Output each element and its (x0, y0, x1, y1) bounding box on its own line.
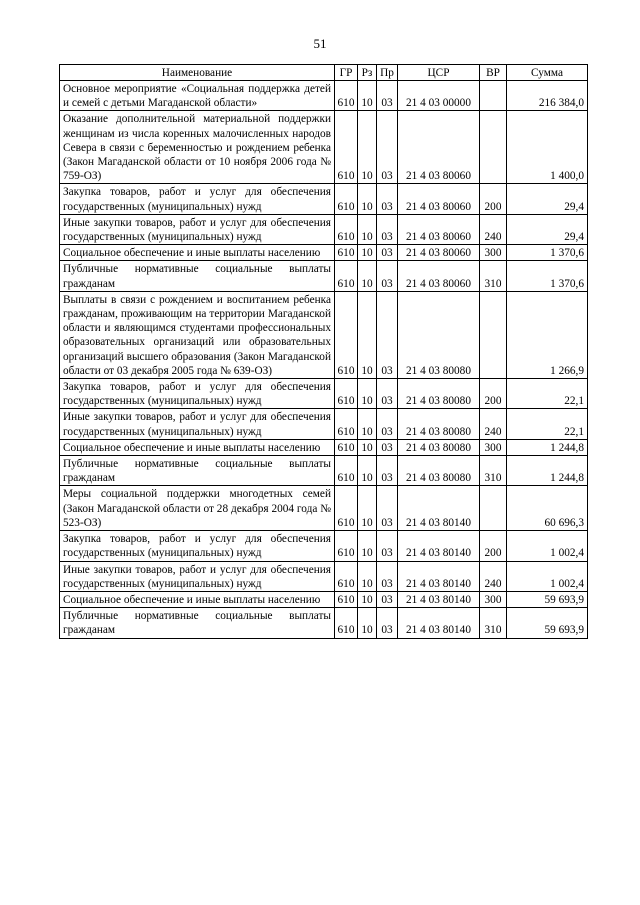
cell-sum: 1 244,8 (507, 456, 588, 486)
cell-name: Закупка товаров, работ и услуг для обеспечения государственных (муниципальных) нужд (60, 531, 335, 561)
cell-csr: 21 4 03 80080 (398, 456, 480, 486)
cell-vr: 240 (480, 214, 507, 244)
cell-vr: 300 (480, 439, 507, 455)
cell-pr: 03 (377, 81, 398, 111)
cell-csr: 21 4 03 80060 (398, 245, 480, 261)
cell-pr: 03 (377, 111, 398, 184)
table-row (60, 291, 588, 378)
cell-csr: 21 4 03 80060 (398, 184, 480, 214)
page-number: 51 (313, 36, 327, 51)
cell-rz: 10 (358, 561, 377, 591)
table-row (60, 591, 588, 607)
cell-name: Социальное обеспечение и иные выплаты населению (60, 591, 335, 607)
budget-table (59, 64, 588, 639)
cell-sum: 1 370,6 (507, 245, 588, 261)
cell-name: Публичные нормативные социальные выплаты гражданам (60, 608, 335, 638)
cell-rz: 10 (358, 409, 377, 439)
table-row (60, 531, 588, 561)
cell-sum: 60 696,3 (507, 486, 588, 531)
cell-name: Меры социальной поддержки многодетных семей (Закон Магаданской области от 28 декабря 2004 года № 523-ОЗ) (60, 486, 335, 531)
cell-gr: 610 (335, 608, 358, 638)
cell-pr: 03 (377, 591, 398, 607)
cell-gr: 610 (335, 439, 358, 455)
cell-csr: 21 4 03 80080 (398, 379, 480, 409)
cell-rz: 10 (358, 111, 377, 184)
cell-rz: 10 (358, 608, 377, 638)
cell-name: Иные закупки товаров, работ и услуг для обеспечения государственных (муниципальных) нужд (60, 214, 335, 244)
table-row (60, 81, 588, 111)
cell-gr: 610 (335, 291, 358, 378)
header-sum: Сумма (507, 65, 588, 81)
cell-gr: 610 (335, 214, 358, 244)
table-row (60, 214, 588, 244)
cell-gr: 610 (335, 409, 358, 439)
cell-rz: 10 (358, 379, 377, 409)
cell-csr: 21 4 03 00000 (398, 81, 480, 111)
cell-sum: 59 693,9 (507, 608, 588, 638)
table-header (60, 65, 588, 81)
cell-vr: 310 (480, 456, 507, 486)
cell-vr (480, 81, 507, 111)
cell-gr: 610 (335, 379, 358, 409)
cell-name: Иные закупки товаров, работ и услуг для обеспечения государственных (муниципальных) нужд (60, 561, 335, 591)
cell-sum: 1 002,4 (507, 531, 588, 561)
cell-csr: 21 4 03 80140 (398, 561, 480, 591)
cell-name: Иные закупки товаров, работ и услуг для обеспечения государственных (муниципальных) нужд (60, 409, 335, 439)
cell-sum: 29,4 (507, 184, 588, 214)
table-row (60, 561, 588, 591)
cell-sum: 1 002,4 (507, 561, 588, 591)
cell-vr: 310 (480, 261, 507, 291)
cell-sum: 59 693,9 (507, 591, 588, 607)
cell-vr: 300 (480, 591, 507, 607)
table-row (60, 486, 588, 531)
header-gr: ГР (335, 65, 358, 81)
table-row (60, 608, 588, 638)
cell-rz: 10 (358, 184, 377, 214)
table-row (60, 379, 588, 409)
cell-name: Основное мероприятие «Социальная поддержка детей и семей с детьми Магаданской области» (60, 81, 335, 111)
header-csr: ЦСР (398, 65, 480, 81)
cell-csr: 21 4 03 80060 (398, 214, 480, 244)
cell-vr: 240 (480, 561, 507, 591)
cell-vr (480, 291, 507, 378)
cell-sum: 29,4 (507, 214, 588, 244)
cell-gr: 610 (335, 184, 358, 214)
cell-csr: 21 4 03 80080 (398, 439, 480, 455)
cell-csr: 21 4 03 80140 (398, 486, 480, 531)
header-pr: Пр (377, 65, 398, 81)
cell-rz: 10 (358, 81, 377, 111)
table-row (60, 184, 588, 214)
cell-pr: 03 (377, 379, 398, 409)
cell-name: Выплаты в связи с рождением и воспитанием ребенка гражданам, проживающим на территории Магаданской области и являющимся студентами профессиональных образовательных организаций или образовательных организаций высшего образования (Закон Магаданской области от 03 декабря 2005 года № 639-ОЗ) (60, 291, 335, 378)
cell-pr: 03 (377, 184, 398, 214)
cell-vr: 200 (480, 531, 507, 561)
cell-name: Социальное обеспечение и иные выплаты населению (60, 439, 335, 455)
cell-vr: 300 (480, 245, 507, 261)
cell-sum: 1 400,0 (507, 111, 588, 184)
cell-csr: 21 4 03 80140 (398, 591, 480, 607)
cell-sum: 1 370,6 (507, 261, 588, 291)
cell-gr: 610 (335, 456, 358, 486)
cell-name: Публичные нормативные социальные выплаты гражданам (60, 456, 335, 486)
cell-vr: 240 (480, 409, 507, 439)
cell-rz: 10 (358, 245, 377, 261)
cell-csr: 21 4 03 80080 (398, 409, 480, 439)
cell-gr: 610 (335, 261, 358, 291)
cell-csr: 21 4 03 80080 (398, 291, 480, 378)
cell-pr: 03 (377, 486, 398, 531)
cell-gr: 610 (335, 531, 358, 561)
cell-rz: 10 (358, 214, 377, 244)
cell-sum: 22,1 (507, 409, 588, 439)
cell-vr: 200 (480, 184, 507, 214)
cell-csr: 21 4 03 80060 (398, 261, 480, 291)
header-name: Наименование (60, 65, 335, 81)
cell-name: Закупка товаров, работ и услуг для обеспечения государственных (муниципальных) нужд (60, 184, 335, 214)
cell-gr: 610 (335, 111, 358, 184)
cell-pr: 03 (377, 561, 398, 591)
cell-pr: 03 (377, 291, 398, 378)
cell-csr: 21 4 03 80140 (398, 531, 480, 561)
cell-pr: 03 (377, 245, 398, 261)
cell-pr: 03 (377, 409, 398, 439)
cell-gr: 610 (335, 486, 358, 531)
cell-pr: 03 (377, 456, 398, 486)
cell-vr (480, 111, 507, 184)
cell-vr (480, 486, 507, 531)
table-row (60, 261, 588, 291)
cell-pr: 03 (377, 214, 398, 244)
cell-rz: 10 (358, 439, 377, 455)
cell-name: Закупка товаров, работ и услуг для обеспечения государственных (муниципальных) нужд (60, 379, 335, 409)
table-body (60, 81, 588, 639)
cell-rz: 10 (358, 261, 377, 291)
cell-gr: 610 (335, 561, 358, 591)
cell-pr: 03 (377, 439, 398, 455)
cell-sum: 1 266,9 (507, 291, 588, 378)
cell-rz: 10 (358, 486, 377, 531)
table-row (60, 409, 588, 439)
header-rz: Рз (358, 65, 377, 81)
cell-pr: 03 (377, 261, 398, 291)
cell-pr: 03 (377, 531, 398, 561)
cell-rz: 10 (358, 591, 377, 607)
cell-rz: 10 (358, 531, 377, 561)
header-vr: ВР (480, 65, 507, 81)
table-row (60, 245, 588, 261)
cell-csr: 21 4 03 80060 (398, 111, 480, 184)
cell-rz: 10 (358, 291, 377, 378)
cell-name: Оказание дополнительной материальной поддержки женщинам из числа коренных малочисленных народов Севера в связи с беременностью и рождением ребенка (Закон Магаданской области от 10 ноября 2006 года № 759-ОЗ) (60, 111, 335, 184)
cell-vr: 200 (480, 379, 507, 409)
cell-sum: 216 384,0 (507, 81, 588, 111)
cell-sum: 1 244,8 (507, 439, 588, 455)
table-row (60, 439, 588, 455)
cell-sum: 22,1 (507, 379, 588, 409)
table-row (60, 111, 588, 184)
cell-csr: 21 4 03 80140 (398, 608, 480, 638)
cell-name: Публичные нормативные социальные выплаты гражданам (60, 261, 335, 291)
cell-rz: 10 (358, 456, 377, 486)
cell-gr: 610 (335, 245, 358, 261)
table-row (60, 456, 588, 486)
cell-vr: 310 (480, 608, 507, 638)
cell-pr: 03 (377, 608, 398, 638)
cell-gr: 610 (335, 81, 358, 111)
header-row (60, 65, 588, 81)
cell-name: Социальное обеспечение и иные выплаты населению (60, 245, 335, 261)
cell-gr: 610 (335, 591, 358, 607)
